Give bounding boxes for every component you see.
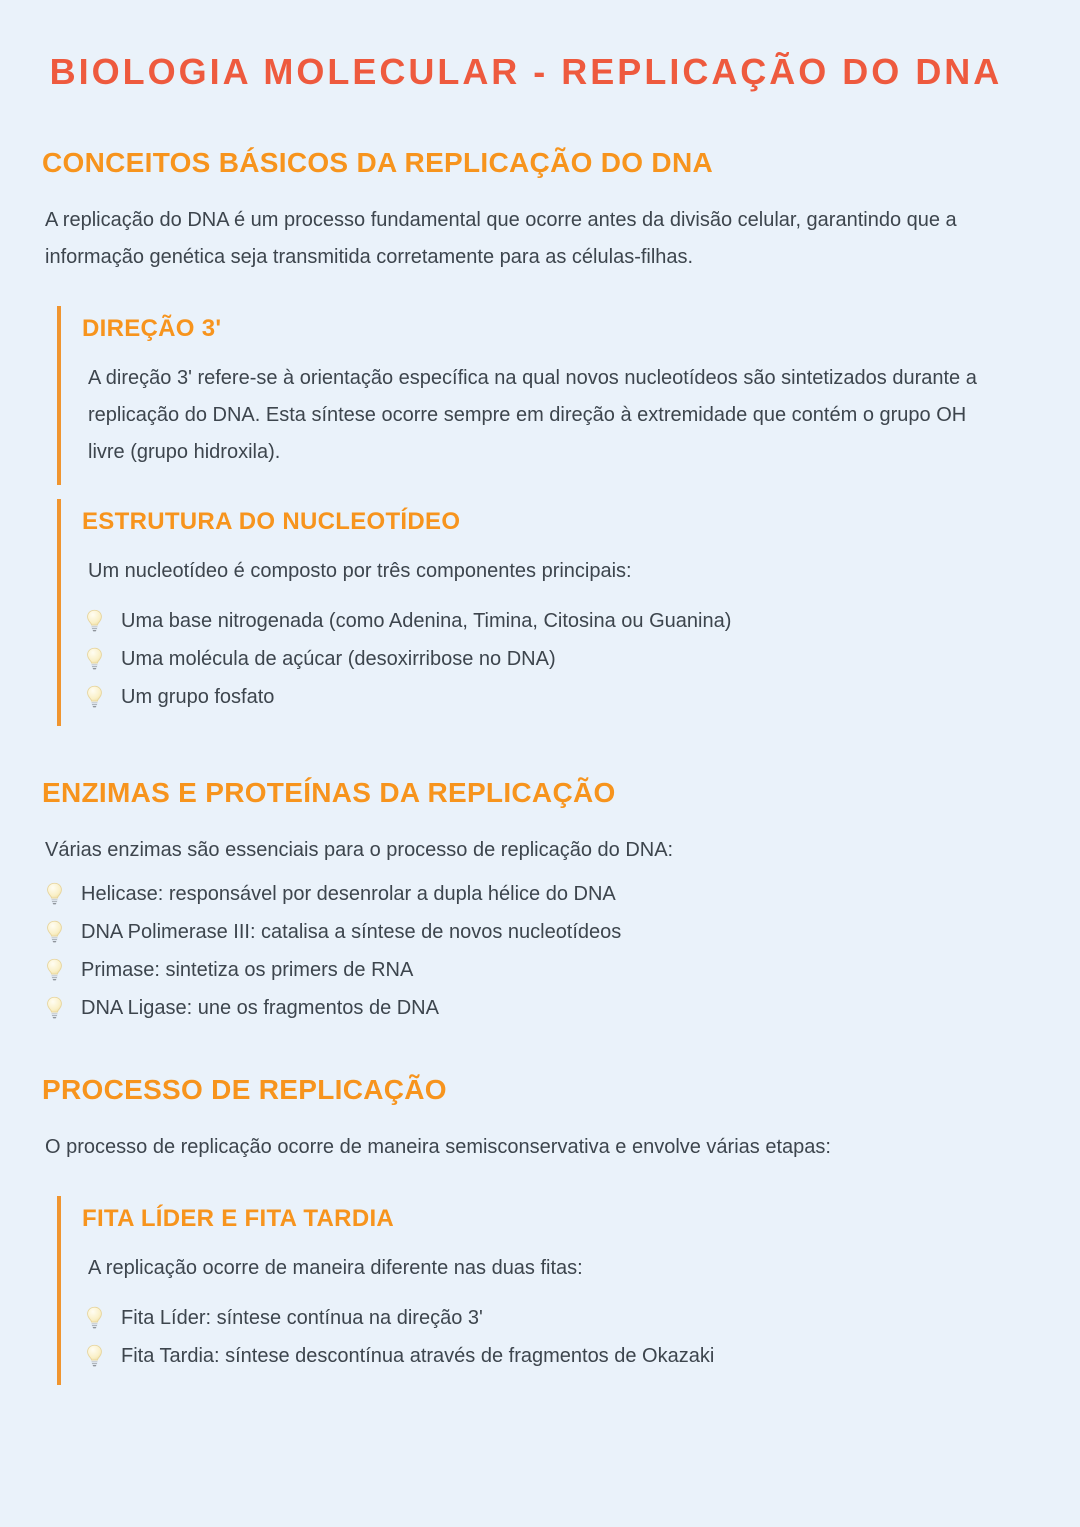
subsection-body: Um nucleotídeo é composto por três componentes principais: <box>88 560 632 582</box>
bullet-list-fitas <box>85 1303 1010 1371</box>
list-item-text: Primase: sintetiza os primers de RNA <box>81 959 414 981</box>
section-intro: Várias enzimas são essenciais para o processo de replicação do DNA: <box>45 839 674 861</box>
bullet-list-nucleotideo <box>85 606 1010 712</box>
lightbulb-icon <box>85 647 104 670</box>
lightbulb-icon <box>45 882 64 905</box>
subsection-body: A direção 3' refere-se à orientação específica na qual novos nucleotídeos são sintetizados durante a replicação do DNA. Esta síntese ocorre sempre em direção à extremidade que contém o grupo OH livre (grupo hidroxila). <box>88 367 977 463</box>
list-item <box>85 1303 1010 1333</box>
list-item <box>85 682 1010 712</box>
list-item-text: DNA Ligase: une os fragmentos de DNA <box>81 997 439 1019</box>
subsection-heading-estrutura: ESTRUTURA DO NUCLEOTÍDEO <box>82 508 461 535</box>
list-item <box>45 955 1010 985</box>
list-item-text: Helicase: responsável por desenrolar a dupla hélice do DNA <box>81 883 616 905</box>
lightbulb-icon <box>45 996 64 1019</box>
section-heading-conceitos: CONCEITOS BÁSICOS DA REPLICAÇÃO DO DNA <box>42 147 713 178</box>
list-item-text: Fita Líder: síntese contínua na direção 3' <box>121 1307 483 1329</box>
lightbulb-icon <box>85 1344 104 1367</box>
list-item-text: Uma molécula de açúcar (desoxirribose no DNA) <box>121 648 556 670</box>
subsection-heading-direcao: DIREÇÃO 3' <box>82 315 222 342</box>
lightbulb-icon <box>45 958 64 981</box>
callout-estrutura-nucleotideo <box>57 499 1010 726</box>
subsection-heading-fitas: FITA LÍDER E FITA TARDIA <box>82 1205 395 1232</box>
list-item-text: Um grupo fosfato <box>121 686 275 708</box>
list-item <box>45 879 1010 909</box>
page-title: BIOLOGIA MOLECULAR - REPLICAÇÃO DO DNA <box>49 51 1003 92</box>
callout-direcao-3 <box>57 306 1010 485</box>
list-item <box>45 917 1010 947</box>
section-intro: A replicação do DNA é um processo fundamental que ocorre antes da divisão celular, garantindo que a informação genética seja transmitida corretamente para as células-filhas. <box>45 209 957 268</box>
lightbulb-icon <box>85 609 104 632</box>
list-item-text: Uma base nitrogenada (como Adenina, Timina, Citosina ou Guanina) <box>121 610 732 632</box>
list-item-text: Fita Tardia: síntese descontínua através de fragmentos de Okazaki <box>121 1345 715 1367</box>
lightbulb-icon <box>45 920 64 943</box>
section-heading-enzimas: ENZIMAS E PROTEÍNAS DA REPLICAÇÃO <box>42 777 616 808</box>
list-item <box>85 1341 1010 1371</box>
list-item <box>45 993 1010 1023</box>
list-item <box>85 644 1010 674</box>
callout-fita-lider-tardia <box>57 1196 1010 1385</box>
bullet-list-enzimas <box>45 879 1010 1023</box>
list-item-text: DNA Polimerase III: catalisa a síntese de novos nucleotídeos <box>81 921 622 943</box>
lightbulb-icon <box>85 685 104 708</box>
lightbulb-icon <box>85 1306 104 1329</box>
section-intro: O processo de replicação ocorre de maneira semisconservativa e envolve várias etapas: <box>45 1136 831 1158</box>
section-heading-processo: PROCESSO DE REPLICAÇÃO <box>42 1074 447 1105</box>
subsection-body: A replicação ocorre de maneira diferente nas duas fitas: <box>88 1257 583 1279</box>
list-item <box>85 606 1010 636</box>
